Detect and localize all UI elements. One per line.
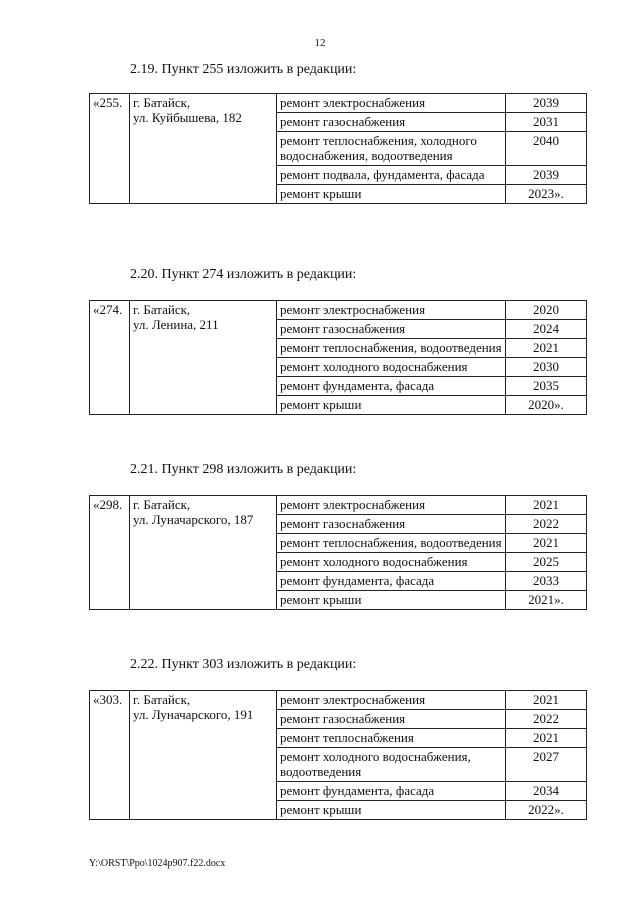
section-heading: 2.21. Пункт 298 изложить в редакции: [130,462,357,477]
work-type: ремонт крыши [277,801,506,820]
work-type: ремонт газоснабжения [277,515,506,534]
section-heading: 2.20. Пункт 274 изложить в редакции: [130,267,357,282]
work-year: 2022 [506,515,587,534]
item-number: «255. [90,94,130,204]
address-city: г. Батайск, [133,302,191,317]
table-row [90,94,587,113]
work-type: ремонт фундамента, фасада [277,782,506,801]
section-heading: 2.22. Пункт 303 изложить в редакции: [130,657,357,672]
work-type: ремонт крыши [277,396,506,415]
work-year: 2027 [506,748,587,782]
work-year: 2024 [506,320,587,339]
work-type: ремонт подвала, фундамента, фасада [277,166,506,185]
address-street: ул. Ленина, 211 [133,317,219,332]
work-year: 2025 [506,553,587,572]
work-type: ремонт теплоснабжения [277,729,506,748]
address-cell [130,94,277,204]
work-type: ремонт газоснабжения [277,113,506,132]
work-type: ремонт теплоснабжения, водоотведения [277,339,506,358]
table-row [90,691,587,710]
item-number: «298. [90,496,130,610]
work-year: 2035 [506,377,587,396]
section-table [89,300,587,415]
address-street: ул. Луначарского, 187 [133,512,254,527]
work-type: ремонт электроснабжения [277,94,506,113]
work-type: ремонт теплоснабжения, водоотведения [277,534,506,553]
work-type: ремонт газоснабжения [277,710,506,729]
work-type: ремонт холодного водоснабжения [277,553,506,572]
work-type: ремонт фундамента, фасада [277,572,506,591]
address-street: ул. Луначарского, 191 [133,707,254,722]
table-row [90,496,587,515]
work-type: ремонт газоснабжения [277,320,506,339]
section-table [89,495,587,610]
work-type: ремонт холодного водоснабжения [277,358,506,377]
work-type: ремонт фундамента, фасада [277,377,506,396]
file-path-footer: Y:\ORST\Ppo\1024p907.f22.docx [89,858,226,869]
address-city: г. Батайск, [133,497,191,512]
address-city: г. Батайск, [133,95,191,110]
work-year: 2021 [506,691,587,710]
work-year: 2021 [506,339,587,358]
work-year: 2021 [506,729,587,748]
work-year: 2031 [506,113,587,132]
section-table [89,690,587,820]
work-year: 2020 [506,301,587,320]
work-year: 2039 [506,166,587,185]
item-number: «274. [90,301,130,415]
section-2-19 [0,62,640,78]
work-type: ремонт электроснабжения [277,301,506,320]
address-cell [130,691,277,820]
work-year: 2023». [506,185,587,204]
work-type: ремонт электроснабжения [277,496,506,515]
work-year: 2030 [506,358,587,377]
work-type: ремонт холодного водоснабжения, водоотведения [277,748,506,782]
work-type: ремонт крыши [277,591,506,610]
work-type: ремонт крыши [277,185,506,204]
work-year: 2021 [506,496,587,515]
work-type: ремонт электроснабжения [277,691,506,710]
work-type: ремонт теплоснабжения, холодного водоснабжения, водоотведения [277,132,506,166]
work-year: 2033 [506,572,587,591]
section-heading: 2.19. Пункт 255 изложить в редакции: [130,62,357,77]
table-row [90,301,587,320]
section-2-20 [0,267,640,283]
section-table [89,93,587,204]
work-year: 2021 [506,534,587,553]
work-year: 2040 [506,132,587,166]
work-year: 2021». [506,591,587,610]
work-year: 2039 [506,94,587,113]
item-number: «303. [90,691,130,820]
address-cell [130,496,277,610]
page-number: 12 [314,37,326,49]
work-year: 2022». [506,801,587,820]
address-cell [130,301,277,415]
work-year: 2022 [506,710,587,729]
address-city: г. Батайск, [133,692,191,707]
address-street: ул. Куйбышева, 182 [133,110,242,125]
work-year: 2034 [506,782,587,801]
work-year: 2020». [506,396,587,415]
section-2-22 [0,657,640,673]
section-2-21 [0,462,640,478]
